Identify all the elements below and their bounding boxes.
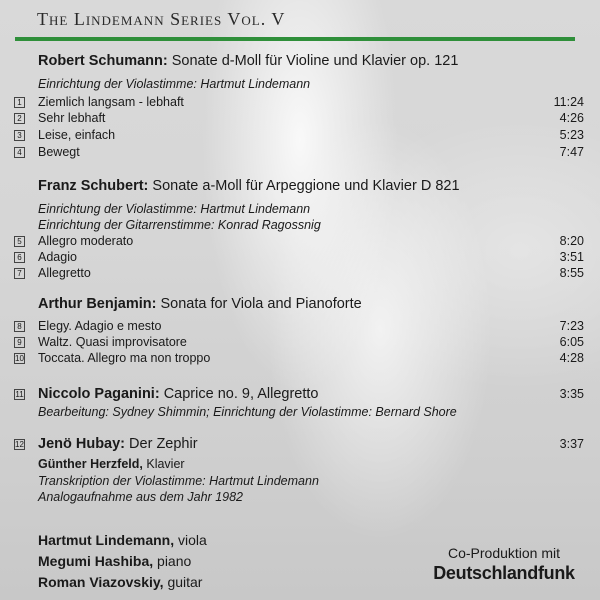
track-row[interactable] — [14, 128, 584, 144]
track-number: 10 — [15, 354, 24, 363]
track-number: 12 — [15, 440, 24, 449]
track-row[interactable] — [14, 351, 584, 367]
artist-role: viola — [178, 532, 207, 548]
work-title — [38, 53, 458, 69]
work-title — [38, 436, 198, 452]
work-title — [38, 386, 318, 402]
series-title: The Lindemann Series Vol. V — [37, 9, 286, 29]
track-row[interactable] — [14, 319, 584, 335]
track-title: Sehr lebhaft — [38, 111, 106, 125]
work-paganini — [14, 386, 584, 426]
work-name: Der Zephir — [129, 436, 198, 452]
artist-line — [38, 530, 207, 551]
coproduction-label: Co-Produktion mit — [447, 545, 561, 561]
track-title: Allegro moderato — [38, 234, 134, 248]
track-number: 2 — [14, 113, 25, 124]
track-duration: 8:55 — [559, 266, 584, 280]
work-name: Sonata for Viola and Pianoforte — [160, 296, 362, 312]
composer-name: Robert Schumann: — [38, 53, 168, 69]
artist-name: Roman Viazovskiy, — [38, 574, 164, 590]
artist-role: guitar — [167, 574, 203, 590]
track-number: 9 — [14, 337, 25, 348]
work-name: Sonate a-Moll für Arpeggione und Klavier D 821 — [152, 178, 460, 194]
arrangement-note: Bearbeitung: Sydney Shimmin; Einrichtung der Violastimme: Bernard Shore — [38, 405, 457, 419]
composer-name: Arthur Benjamin: — [38, 296, 157, 312]
track-title: Ziemlich langsam - lebhaft — [38, 95, 184, 109]
artist-role: piano — [157, 553, 192, 569]
work-schumann — [14, 53, 584, 163]
track-title: Allegretto — [38, 266, 91, 280]
track-duration: 7:23 — [559, 319, 584, 333]
work-benjamin — [14, 296, 584, 371]
coproduction-credit — [429, 545, 579, 584]
track-number: 5 — [14, 236, 25, 247]
track-title: Bewegt — [38, 145, 80, 159]
track-duration: 3:51 — [559, 250, 584, 264]
track-title: Adagio — [38, 250, 77, 264]
work-hubay — [14, 436, 584, 511]
track-row[interactable] — [14, 111, 584, 127]
header-divider — [15, 37, 575, 41]
track-number: 1 — [14, 97, 25, 108]
composer-name: Niccolo Paganini: — [38, 386, 160, 402]
work-name: Sonate d-Moll für Violine und Klavier op. 121 — [171, 53, 459, 69]
arrangement-note: Analogaufnahme aus dem Jahr 1982 — [38, 490, 244, 504]
composer-name: Franz Schubert: — [38, 178, 149, 194]
track-duration: 7:47 — [559, 145, 584, 159]
work-title — [38, 178, 460, 194]
track-row[interactable] — [14, 234, 584, 250]
track-number: 6 — [14, 252, 25, 263]
artist-name: Hartmut Lindemann, — [38, 532, 175, 548]
artist-line — [38, 551, 207, 572]
track-duration: 4:28 — [559, 351, 584, 365]
track-row[interactable] — [14, 335, 584, 351]
track-number: 3 — [14, 130, 25, 141]
work-schubert — [14, 178, 584, 288]
track-number: 8 — [14, 321, 25, 332]
work-name: Caprice no. 9, Allegretto — [163, 386, 319, 402]
track-title: Waltz. Quasi improvisatore — [38, 335, 187, 349]
arrangement-note: Einrichtung der Violastimme: Hartmut Lindemann — [38, 202, 311, 216]
arrangement-note: Einrichtung der Gitarrenstimme: Konrad Ragossnig — [38, 218, 321, 232]
artist-line — [38, 572, 207, 593]
track-title: Leise, einfach — [38, 128, 116, 142]
track-row[interactable] — [14, 95, 584, 111]
track-duration: 6:05 — [559, 335, 584, 349]
track-duration: 3:37 — [559, 437, 584, 451]
composer-name: Jenö Hubay: — [38, 436, 126, 452]
arrangement-note: Transkription der Violastimme: Hartmut Lindemann — [38, 474, 319, 488]
track-title: Elegy. Adagio e mesto — [38, 319, 162, 333]
track-row[interactable] — [14, 266, 584, 282]
track-title: Toccata. Allegro ma non troppo — [38, 351, 211, 365]
artist-name: Megumi Hashiba, — [38, 553, 154, 569]
track-duration: 5:23 — [559, 128, 584, 142]
performer-name: Günther Herzfeld, — [38, 457, 143, 471]
track-duration: 8:20 — [559, 234, 584, 248]
performer-role: Klavier — [146, 457, 185, 471]
track-row[interactable] — [14, 250, 584, 266]
track-duration: 11:24 — [553, 95, 584, 109]
work-title — [38, 296, 362, 312]
track-row[interactable] — [14, 145, 584, 161]
artist-credits — [38, 530, 207, 593]
track-duration: 3:35 — [559, 387, 584, 401]
track-number: 4 — [14, 147, 25, 158]
deutschlandfunk-logo: Deutschlandfunk — [433, 563, 575, 583]
work-performer — [38, 457, 185, 471]
track-number: 11 — [15, 390, 24, 399]
arrangement-note: Einrichtung der Violastimme: Hartmut Lindemann — [38, 77, 311, 91]
track-number: 7 — [14, 268, 25, 279]
track-duration: 4:26 — [559, 111, 584, 125]
